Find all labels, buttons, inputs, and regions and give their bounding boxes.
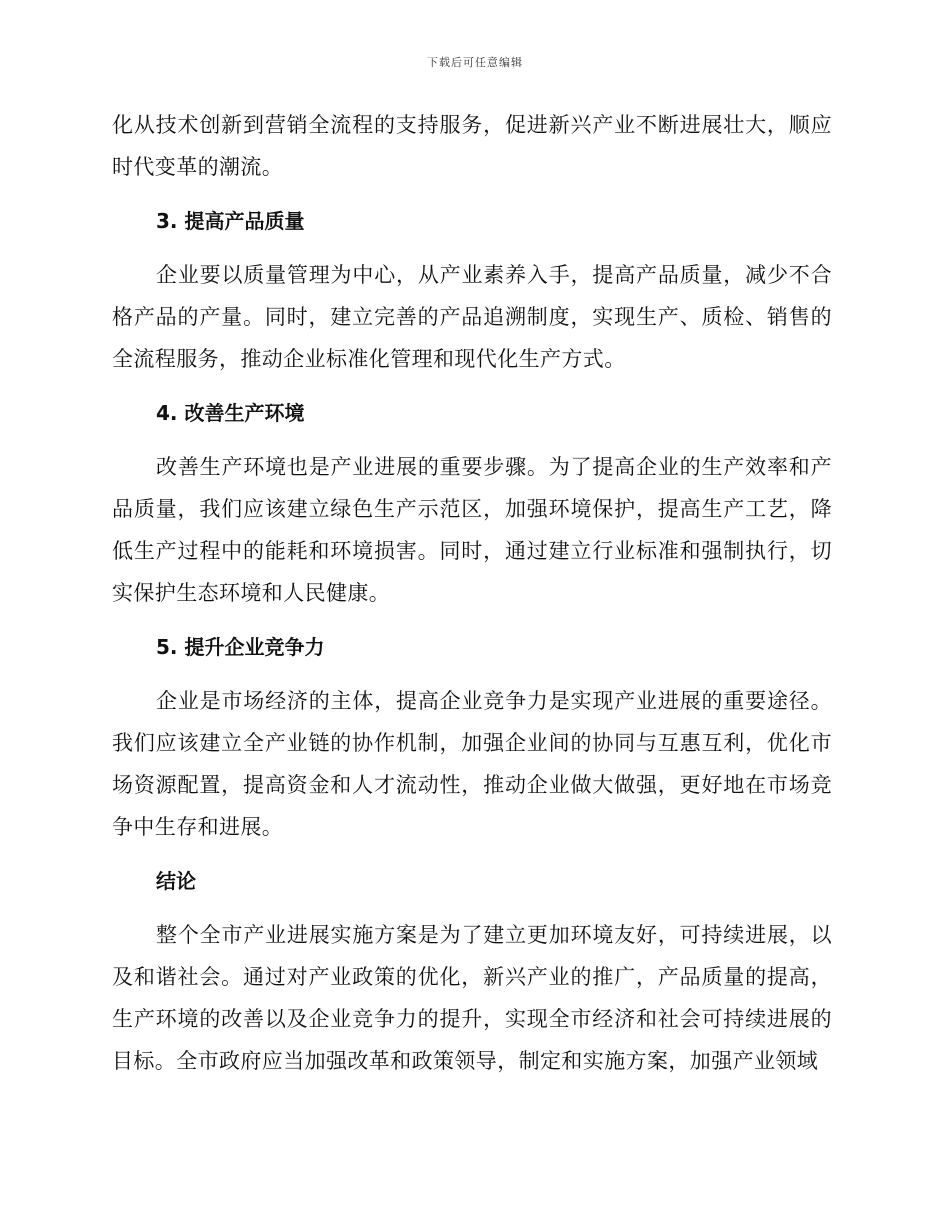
section-heading-5: 5. 提升企业竞争力 xyxy=(156,635,325,659)
paragraph-competitiveness: 企业是市场经济的主体，提高企业竞争力是实现产业进展的重要途径。我们应该建立全产业链的协作机制，加强企业间的协同与互惠互利，优化市场资源配置，提高资金和人才流动性，推动企业做大做强，更好地在市场竞争中生存和进展。 xyxy=(112,689,832,839)
paragraph-environment: 改善生产环境也是产业进展的重要步骤。为了提高企业的生产效率和产品质量，我们应该建立绿色生产示范区，加强环境保护，提高生产工艺，降低生产过程中的能耗和环境损害。同时，通过建立行业标准和强制执行，切实保护生态环境和人民健康。 xyxy=(112,455,832,605)
section-heading-conclusion: 结论 xyxy=(156,869,196,893)
document-body xyxy=(112,104,832,1082)
paragraph-quality: 企业要以质量管理为中心，从产业素养入手，提高产品质量，减少不合格产品的产量。同时，建立完善的产品追溯制度，实现生产、质检、销售的全流程服务，推动企业标准化管理和现代化生产方式。 xyxy=(112,263,832,371)
paragraph-continued: 化从技术创新到营销全流程的支持服务，促进新兴产业不断进展壮大，顺应时代变革的潮流。 xyxy=(112,113,832,179)
section-heading-4: 4. 改善生产环境 xyxy=(156,401,305,425)
paragraph-conclusion: 整个全市产业进展实施方案是为了建立更加环境友好，可持续进展，以及和谐社会。通过对产业政策的优化，新兴产业的推广，产品质量的提高，生产环境的改善以及企业竞争力的提升，实现全市经济和社会可持续进展的目标。全市政府应当加强改革和政策领导，制定和实施方案，加强产业领域 xyxy=(112,923,832,1073)
section-heading-3: 3. 提高产品质量 xyxy=(156,209,305,233)
page-header: 下载后可任意编辑 xyxy=(427,56,523,69)
